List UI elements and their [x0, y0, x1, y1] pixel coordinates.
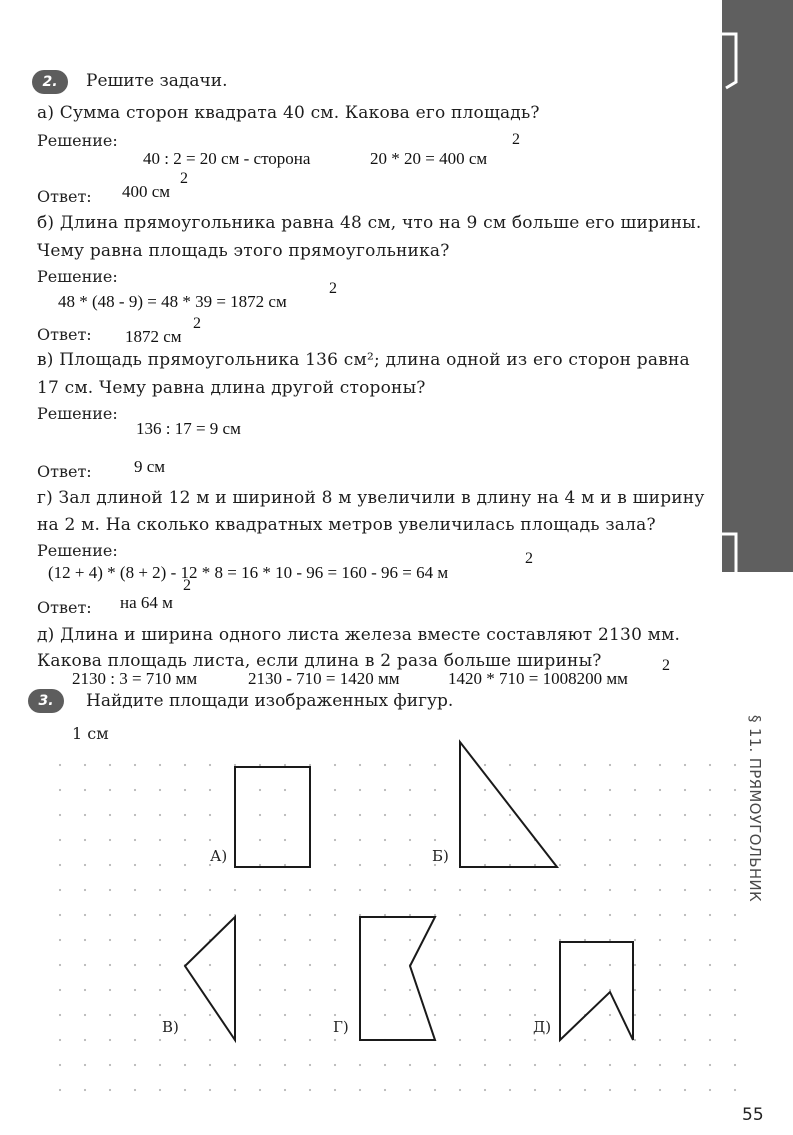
task-b-solution-label: Решение: — [37, 267, 118, 286]
task-g-line-1: г) Зал длиной 12 м и шириной 8 м увеличили в длину на 4 м и в ширину — [37, 488, 705, 508]
task-a-answer: 400 см — [122, 182, 171, 201]
task-a-answer-sup: 2 — [180, 170, 188, 187]
task-d-solution-2: 2130 - 710 = 1420 мм — [248, 669, 400, 688]
task-v-solution: 136 : 17 = 9 см — [136, 419, 241, 438]
section-title-text: § 11. ПРЯМОУГОЛЬНИК — [746, 715, 764, 902]
task-b-solution-sup: 2 — [329, 280, 337, 297]
task-b-line-1: б) Длина прямоугольника равна 48 см, что на 9 см больше его ширины. — [37, 213, 702, 233]
figure-g-label: Г) — [333, 1018, 349, 1036]
task-v-answer-label: Ответ: — [37, 462, 92, 481]
page-number: 55 — [742, 1105, 764, 1125]
figure-a-rectangle — [235, 767, 310, 867]
task-v-line-1: в) Площадь прямоугольника 136 см²; длина одной из его сторон равна — [37, 350, 690, 370]
exercise-2-badge: 2. — [32, 70, 68, 94]
exercise-3-heading: Найдите площади изображенных фигур. — [86, 691, 454, 711]
figure-v-label: В) — [162, 1018, 179, 1036]
task-g-answer-sup: 2 — [183, 577, 191, 594]
figure-b-label: Б) — [432, 847, 449, 865]
task-g-answer-label: Ответ: — [37, 598, 92, 617]
task-g-answer: на 64 м — [120, 593, 173, 612]
task-d-line-1: д) Длина и ширина одного листа железа вместе составляют 2130 мм. — [37, 625, 681, 645]
task-v-line-2: 17 см. Чему равна длина другой стороны? — [37, 378, 426, 398]
task-g-solution-sup: 2 — [525, 550, 533, 567]
task-b-solution: 48 * (48 - 9) = 48 * 39 = 1872 см — [58, 292, 287, 311]
figure-b-triangle — [460, 742, 557, 867]
task-b-answer: 1872 см — [125, 327, 182, 346]
figure-g-shape — [360, 917, 435, 1040]
task-a-solution-1: 40 : 2 = 20 см - сторона — [143, 149, 311, 168]
task-b-answer-label: Ответ: — [37, 325, 92, 344]
task-a-solution-label: Решение: — [37, 131, 118, 150]
task-b-line-2: Чему равна площадь этого прямоугольника? — [37, 241, 450, 261]
task-b-answer-sup: 2 — [193, 315, 201, 332]
figure-d-label: Д) — [533, 1018, 552, 1036]
task-d-solution-sup: 2 — [662, 657, 670, 674]
task-d-line-2: Какова площадь листа, если длина в 2 раза больше ширины? — [37, 651, 602, 671]
task-g-solution-label: Решение: — [37, 541, 118, 560]
figure-a-label: А) — [210, 847, 228, 865]
figure-v-triangle — [185, 917, 235, 1040]
exercise-3-badge: 3. — [28, 689, 64, 713]
task-v-answer: 9 см — [134, 457, 166, 476]
task-a-solution-2: 20 * 20 = 400 см — [370, 149, 488, 168]
task-d-solution-1: 2130 : 3 = 710 мм — [72, 669, 198, 688]
task-a-solution-sup: 2 — [512, 131, 520, 148]
scale-label: 1 см — [72, 724, 109, 743]
task-v-solution-label: Решение: — [37, 404, 118, 423]
task-g-solution: (12 + 4) * (8 + 2) - 12 * 8 = 16 * 10 - 96 = 160 - 96 = 64 м — [48, 563, 449, 582]
exercise-2-heading: Решите задачи. — [86, 71, 228, 91]
task-a-text: а) Сумма сторон квадрата 40 см. Какова его площадь? — [37, 103, 540, 123]
task-g-line-2: на 2 м. На сколько квадратных метров увеличилась площадь зала? — [37, 515, 656, 535]
task-a-answer-label: Ответ: — [37, 187, 92, 206]
figure-d-shape — [560, 942, 633, 1040]
task-d-solution-3: 1420 * 710 = 1008200 мм — [448, 669, 628, 688]
